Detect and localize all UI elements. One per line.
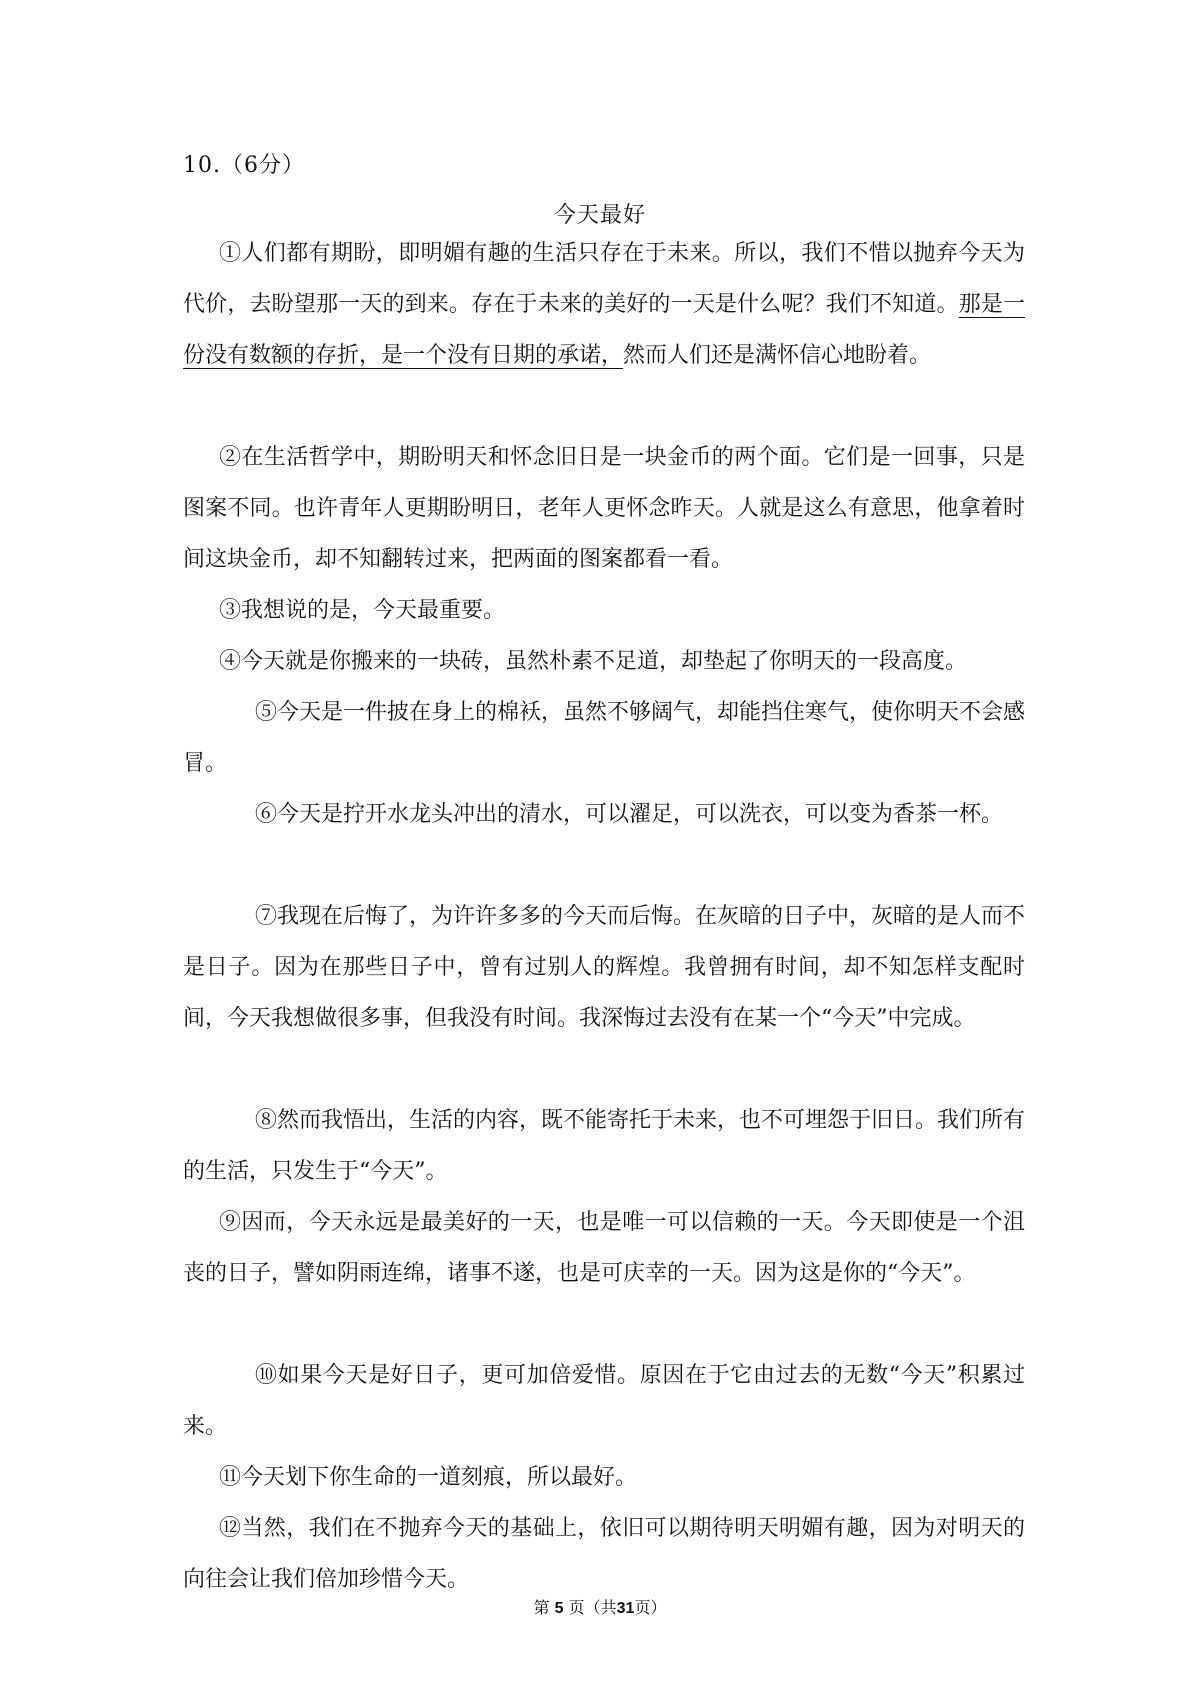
footer-prefix: 第 [533, 1598, 550, 1617]
paragraph-11: ⑪今天划下你生命的一道刻痕，所以最好。 [219, 1465, 638, 1490]
page-footer [0, 1596, 1200, 1621]
underlined-sentence: 那是一份没有数额的存折，是一个没有日期的承诺， [183, 292, 1025, 368]
paragraph-6: ⑥今天是拧开水龙头冲出的清水，可以濯足，可以洗衣，可以变为香茶一杯。 [255, 802, 1004, 827]
footer-suffix: 页） [634, 1598, 667, 1617]
paragraph-2: ②在生活哲学中，期盼明天和怀念旧日是一块金币的两个面。它们是一回事，只是图案不同。也许青年人更期盼明日，老年人更怀念昨天。人就是这么有意思，他拿着时间这块金币，却不知翻转过来，把两面的图案都看一看。 [183, 445, 1025, 572]
paragraph-10: ⑩如果今天是好日子，更可加倍爱惜。原因在于它由过去的无数“今天”积累过来。 [183, 1363, 1025, 1439]
paragraph-1 [183, 228, 1025, 381]
footer-page-number: 5 [554, 1600, 564, 1617]
paragraph-9: ⑨因而，今天永远是最美好的一天，也是唯一可以信赖的一天。今天即使是一个沮丧的日子，譬如阴雨连绵，诸事不遂，也是可庆幸的一天。因为这是你的“今天”。 [183, 1210, 1025, 1286]
paragraph-7: ⑦我现在后悔了，为许许多多的今天而后悔。在灰暗的日子中，灰暗的是人而不是日子。因为在那些日子中，曾有过别人的辉煌。我曾拥有时间，却不知怎样支配时间，今天我想做很多事，但我没有时间。我深悔过去没有在某一个“今天”中完成。 [183, 904, 1026, 1031]
paragraph-1-text-a: ①人们都有期盼，即明媚有趣的生活只存在于未来。所以，我们不惜以抛弃今天为代价，去盼望那一天的到来。存在于未来的美好的一天是什么呢？我们不知道。 [183, 241, 1025, 317]
paragraph-1-text-b: 然而人们还是满怀信心地盼着。 [623, 343, 932, 368]
footer-middle: 页（共 [568, 1598, 617, 1617]
question-score: （6分） [221, 153, 305, 178]
question-number: 10. [183, 153, 221, 178]
paragraph-8: ⑧然而我悟出，生活的内容，既不能寄托于未来，也不可埋怨于旧日。我们所有的生活，只发生于“今天”。 [183, 1108, 1026, 1184]
passage-title: 今天最好 [553, 203, 646, 228]
paragraph-12: ⑫当然，我们在不抛弃今天的基础上，依旧可以期待明天明媚有趣，因为对明天的向往会让我们倍加珍惜今天。 [183, 1516, 1025, 1592]
paragraph-3: ③我想说的是，今天最重要。 [219, 598, 506, 623]
paragraph-5: ⑤今天是一件披在身上的棉袄，虽然不够阔气，却能挡住寒气，使你明天不会感冒。 [183, 700, 1026, 776]
question-header [183, 150, 305, 182]
footer-total-pages: 31 [616, 1600, 635, 1617]
paragraph-4: ④今天就是你搬来的一块砖，虽然朴素不足道，却垫起了你明天的一段高度。 [219, 649, 968, 674]
